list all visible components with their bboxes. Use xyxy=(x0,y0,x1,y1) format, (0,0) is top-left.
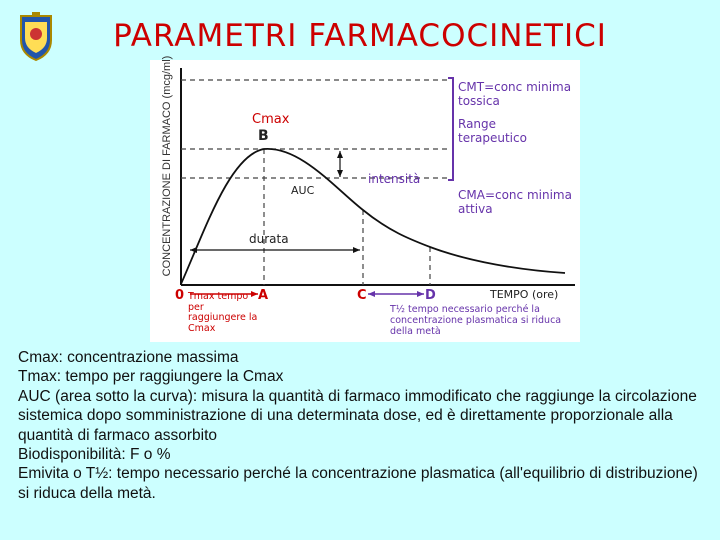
auc-label: AUC xyxy=(291,184,315,197)
concentration-curve xyxy=(181,149,565,284)
desc-line-auc: AUC (area sotto la curva): misura la quantità di farmaco immodificato che raggiunge la circolazione sistemica dopo somministrazione di una determinata dose, ed è direttamente proporzionale alla quantità di farmaco assorbito xyxy=(18,387,697,444)
pharmacokinetic-diagram xyxy=(150,55,580,342)
x-point-c: C xyxy=(357,288,367,303)
x-point-0: 0 xyxy=(175,288,185,303)
cmax-label: Cmax xyxy=(252,112,290,127)
x-point-a: A xyxy=(258,288,269,303)
range-label: Range terapeutico xyxy=(458,117,527,145)
x-axis-label: TEMPO (ore) xyxy=(490,288,559,301)
cmt-label: CMT=conc minima tossica xyxy=(458,80,572,108)
desc-line-tmax: Tmax: tempo per raggiungere la Cmax xyxy=(18,368,284,386)
cma-label: CMA=conc minima attiva xyxy=(458,188,572,216)
y-axis-label: CONCENTRAZIONE DI FARMACO (mcg/ml) xyxy=(161,55,173,277)
x-point-d: D xyxy=(425,288,436,303)
tmax-note: Tmax tempo per raggiungere la Cmax xyxy=(188,291,258,334)
desc-line-emivita: Emivita o T½: tempo necessario perché la concentrazione plasmatica (all'equilibrio di distribuzione) si riduca della metà. xyxy=(18,465,698,502)
desc-line-biodisponibilita: Biodisponibilità: F o % xyxy=(18,446,171,464)
intensita-label: intensità xyxy=(368,172,421,186)
description-text xyxy=(18,348,708,503)
thalf-note: T½ tempo necessario perché la concentrazione plasmatica si riduca della metà xyxy=(390,304,562,337)
page-title: PARAMETRI FARMACOCINETICI xyxy=(113,18,607,54)
durata-label: durata xyxy=(249,232,289,246)
desc-line-cmax: Cmax: concentrazione massima xyxy=(18,349,239,366)
point-b-label: B xyxy=(258,128,269,144)
therapeutic-range-bracket xyxy=(448,78,453,180)
